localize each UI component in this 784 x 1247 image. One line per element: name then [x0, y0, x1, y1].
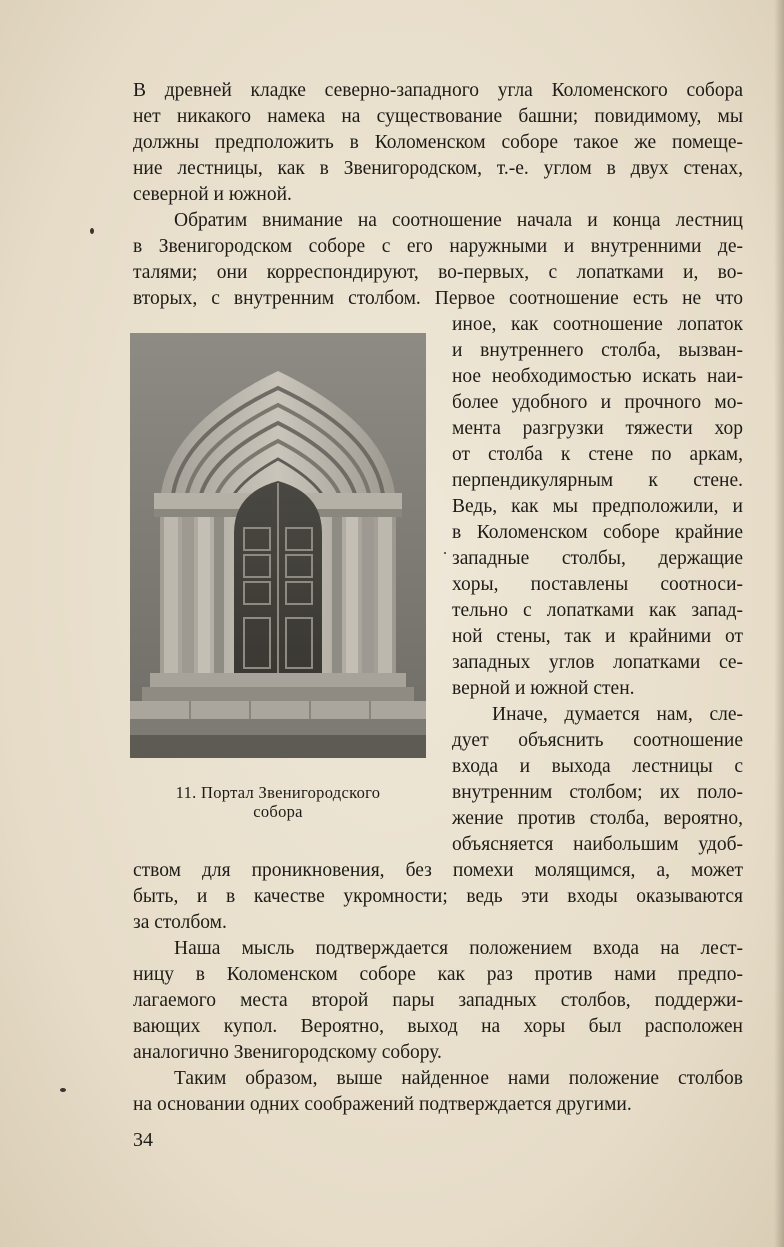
text-line: за столбом.: [133, 912, 227, 933]
text-line: мента разгрузки тяжести хор: [452, 418, 743, 439]
text-line: от столба к стене по аркам,: [452, 444, 743, 465]
text-line: ницу в Коломенском соборе как раз против нами предпо-: [133, 964, 743, 985]
text-line: более удобного и прочного мо-: [452, 392, 743, 413]
text-line: ством для проникновения, без помехи молящимся, а, может: [133, 860, 743, 881]
text-line: в Коломенском соборе крайние: [452, 522, 743, 543]
text-line: Таким образом, выше найденное нами положение столбов: [174, 1068, 743, 1089]
text-line: Ведь, как мы предположили, и: [452, 496, 743, 517]
text-line: вающих купол. Вероятно, выход на хоры был расположен: [133, 1016, 743, 1037]
text-line: в Звенигородском соборе с его наружными и внутренними де-: [133, 236, 743, 257]
photo-portal-icon: [130, 333, 426, 758]
text-line: аналогично Звенигородскому собору.: [133, 1042, 442, 1063]
text-line: верной и южной стен.: [452, 678, 635, 699]
paper-speck: [90, 228, 94, 234]
text-line: дует объяснить соотношение: [452, 730, 743, 751]
text-line: Иначе, думается нам, сле-: [492, 704, 743, 725]
paper-speck: [60, 1088, 66, 1092]
text-line: ние лестницы, как в Звенигородском, т.-е. углом в двух стенах,: [133, 158, 743, 179]
text-line: ной стены, так и крайними от: [452, 626, 743, 647]
text-line: тельно с лопатками как запад-: [452, 600, 743, 621]
text-line: объясняется наибольшим удоб-: [452, 834, 743, 855]
text-line: быть, и в качестве укромности; ведь эти входы оказываются: [133, 886, 743, 907]
text-line: нет никакого намека на существование башни; повидимому, мы: [133, 106, 743, 127]
text-line: жение против столба, вероятно,: [452, 808, 743, 829]
text-line: ное необходимостью искать наи-: [452, 366, 743, 387]
page-edge-shadow: [774, 0, 784, 1247]
figure-caption: собора: [253, 802, 303, 821]
paper-speck: [444, 552, 446, 554]
text-line: Обратим внимание на соотношение начала и конца лестниц: [174, 210, 743, 231]
text-line: иное, как соотношение лопаток: [452, 314, 743, 335]
text-line: Наша мысль подтверждается положением входа на лест-: [174, 938, 743, 959]
text-line: вторых, с внутренним столбом. Первое соотношение есть не что: [133, 288, 743, 309]
text-line: должны предположить в Коломенском соборе такое же помеще-: [133, 132, 743, 153]
text-line: и внутреннего столба, вызван-: [452, 340, 743, 361]
figure-caption: 11. Портал Звенигородского: [175, 783, 381, 802]
text-line: входа и выхода лестницы с: [452, 756, 743, 777]
text-line: западных углов лопатками се-: [452, 652, 743, 673]
text-line: перпендикулярным к стене.: [452, 470, 743, 491]
text-line: северной и южной.: [133, 184, 292, 205]
text-line: лагаемого места второй пары западных столбов, поддержи-: [133, 990, 743, 1011]
text-line: западные столбы, держащие: [452, 548, 743, 569]
text-line: В древней кладке северно-западного угла Коломенского собора: [133, 80, 743, 101]
portal-photo: [130, 333, 426, 758]
text-line: хоры, поставлены соотноси-: [452, 574, 743, 595]
text-line: на основании одних соображений подтверждается другими.: [133, 1094, 632, 1115]
text-line: внутренним столбом; их поло-: [452, 782, 743, 803]
page-number: 34: [133, 1129, 153, 1151]
text-line: талями; они корреспондируют, во-первых, с лопатками и, во-: [133, 262, 743, 283]
